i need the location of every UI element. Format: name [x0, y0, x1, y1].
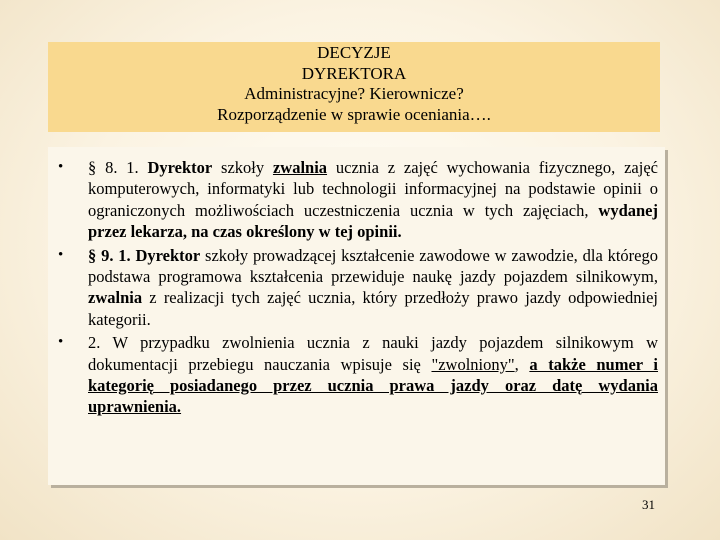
- point-text: szkoły prowadzącej kształcenie zawodowe w zawodzie, dla którego podstawa programowa kształcenia przewiduje naukę jazdy pojazdem silnikowym,: [88, 245, 658, 287]
- content-panel: [48, 147, 665, 485]
- slide-title: [48, 42, 660, 132]
- point-text: szkoły: [212, 158, 273, 177]
- point-text: ucznia z zajęć wychowania fizycznego, zajęć komputerowych, informatyki lub technologii informacyjnej na podstawie opinii o ograniczonych możliwościach uczestniczenia ucznia w tych zajęciach,: [88, 158, 658, 220]
- list-item: [58, 245, 658, 331]
- bullet-icon: •: [58, 159, 64, 175]
- bullet-list: [58, 157, 658, 420]
- point-text-bold: Dyrektor: [147, 158, 213, 177]
- page-number: 31: [642, 497, 655, 512]
- point-text: z realizacji tych zajęć ucznia, który przedłoży prawo jazdy odpowiedniej kategorii.: [88, 288, 658, 329]
- point-text: § 8. 1.: [88, 158, 148, 177]
- point-text-underlined: zwalnia: [272, 158, 328, 177]
- title-line: Rozporządzenie w sprawie oceniania….: [217, 104, 491, 124]
- list-item: [58, 332, 658, 418]
- title-line: DYREKTORA: [301, 63, 407, 83]
- point-text-bold: wydanej przez lekarza, na czas określony w tej opinii.: [88, 200, 658, 242]
- point-text-bold: § 9. 1. Dyrektor: [88, 245, 201, 265]
- point-text: ,: [514, 354, 530, 374]
- point-text: 2. W przypadku zwolnienia ucznia z nauki jazdy pojazdem silnikowym w dokumentacji przebiegu nauczania wpisuje się: [88, 333, 658, 374]
- point-text-underlined: "zwolniony": [431, 354, 515, 374]
- point-text-bold: zwalnia: [88, 288, 143, 308]
- title-line: DECYZJE: [317, 43, 391, 62]
- list-item: [58, 157, 658, 243]
- title-line: Administracyjne? Kierownicze?: [244, 84, 464, 103]
- bullet-icon: •: [58, 334, 64, 351]
- bullet-icon: •: [58, 246, 64, 263]
- point-text-underlined: a także numer i kategorię posiadanego przez ucznia prawa jazdy oraz datę wydania uprawnienia.: [88, 354, 659, 417]
